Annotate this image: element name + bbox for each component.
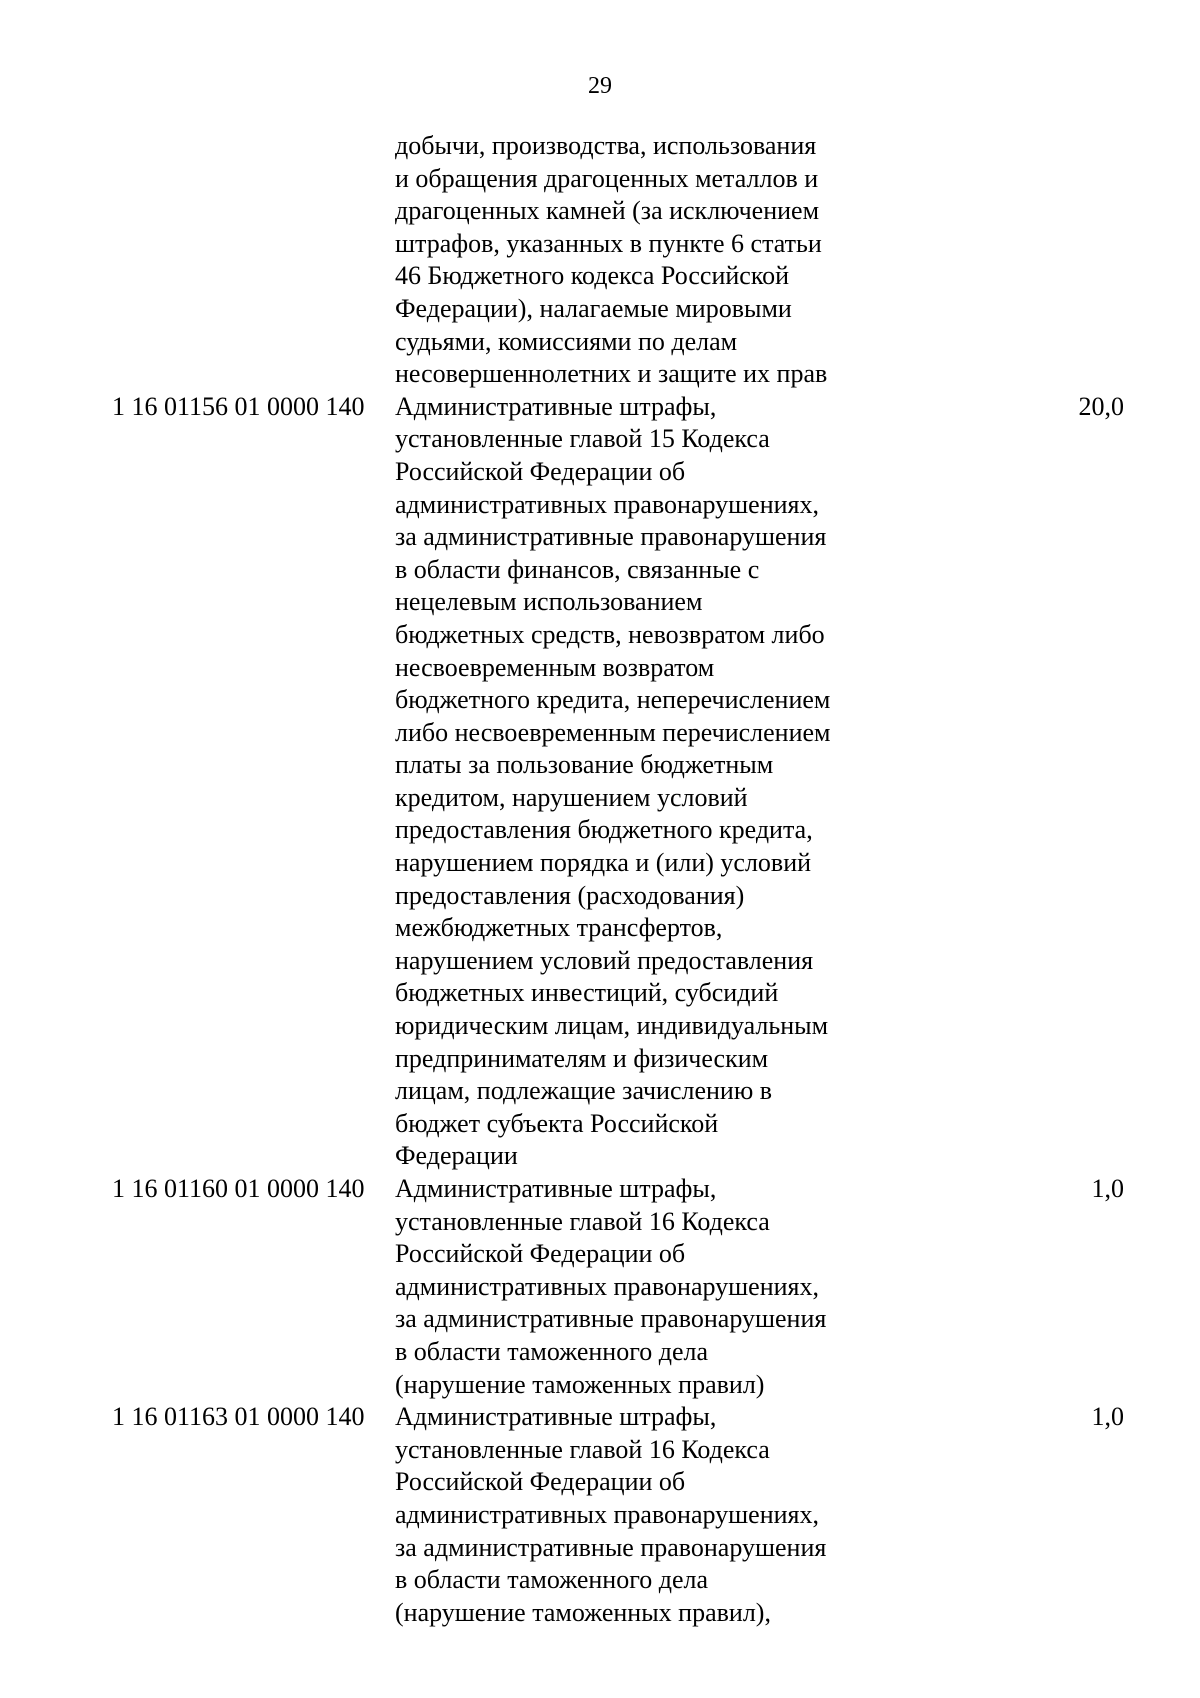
description-line: за административные правонарушения <box>395 522 827 552</box>
description-line: судьями, комиссиями по делам <box>395 326 738 356</box>
description-line: и обращения драгоценных металлов и <box>395 163 819 193</box>
description-line: Административные штрафы, <box>395 1174 717 1203</box>
row-description <box>395 130 855 391</box>
description-line: нарушением порядка и (или) условий <box>395 848 812 878</box>
description-line: штрафов, указанных в пункте 6 статьи <box>395 228 822 258</box>
row-code: 1 16 01163 01 0000 140 <box>112 1402 365 1432</box>
description-line: несовершеннолетних и защите их прав <box>395 359 828 389</box>
description-line: нарушением условий предоставления <box>395 945 814 975</box>
table-row <box>0 130 1200 391</box>
description-line: в области таможенного дела <box>395 1336 709 1366</box>
table-row <box>0 1401 1200 1629</box>
row-amount: 1,0 <box>1091 1402 1124 1432</box>
description-line: установленные главой 16 Кодекса <box>395 1434 770 1464</box>
description-line: установленные главой 15 Кодекса <box>395 424 770 454</box>
row-code: 1 16 01156 01 0000 140 <box>112 391 365 421</box>
description-line: административных правонарушениях, <box>395 1271 819 1301</box>
description-line: нецелевым использованием <box>395 587 703 617</box>
table-row <box>0 1173 1200 1401</box>
description-line: Российской Федерации об <box>395 1239 686 1269</box>
row-description <box>395 1173 855 1401</box>
description-line: Федерации <box>395 1141 518 1171</box>
description-line: за административные правонарушения <box>395 1304 827 1334</box>
description-line: бюджетного кредита, неперечислением <box>395 685 831 715</box>
description-line: платы за пользование бюджетным <box>395 750 774 780</box>
description-line: бюджетных инвестиций, субсидий <box>395 978 779 1008</box>
description-line: в области таможенного дела <box>395 1565 709 1595</box>
description-line: кредитом, нарушением условий <box>395 782 748 812</box>
description-line: лицам, подлежащие зачислению в <box>395 1076 773 1106</box>
description-line: добычи, производства, использования <box>395 131 817 160</box>
description-line: административных правонарушениях, <box>395 1499 819 1529</box>
description-line: юридическим лицам, индивидуальным <box>395 1011 829 1041</box>
description-line: предпринимателям и физическим <box>395 1043 769 1073</box>
description-line: Административные штрафы, <box>395 1402 717 1432</box>
description-line: либо несвоевременным перечислением <box>395 717 831 747</box>
description-line: (нарушение таможенных правил) <box>395 1369 765 1399</box>
row-description <box>395 1401 855 1629</box>
description-line: несвоевременным возвратом <box>395 652 715 682</box>
table-row <box>0 391 1200 1173</box>
description-line: (нарушение таможенных правил), <box>395 1597 771 1627</box>
description-line: 46 Бюджетного кодекса Российской <box>395 261 790 291</box>
description-line: Федерации), налагаемые мировыми <box>395 293 792 323</box>
description-line: Административные штрафы, <box>395 391 717 421</box>
budget-table <box>0 130 1200 1629</box>
row-amount: 20,0 <box>1078 391 1124 421</box>
description-line: предоставления бюджетного кредита, <box>395 815 813 845</box>
description-line: бюджет субъекта Российской <box>395 1108 719 1138</box>
description-line: Российской Федерации об <box>395 456 686 486</box>
row-description <box>395 391 855 1173</box>
description-line: предоставления (расходования) <box>395 880 745 910</box>
description-line: драгоценных камней (за исключением <box>395 196 820 226</box>
row-code: 1 16 01160 01 0000 140 <box>112 1174 365 1203</box>
description-line: в области финансов, связанные с <box>395 554 760 584</box>
description-line: за административные правонарушения <box>395 1532 827 1562</box>
description-line: бюджетных средств, невозвратом либо <box>395 619 825 649</box>
page-number: 29 <box>588 73 612 99</box>
description-line: межбюджетных трансфертов, <box>395 913 723 943</box>
row-amount: 1,0 <box>1091 1174 1124 1203</box>
description-line: установленные главой 16 Кодекса <box>395 1206 770 1236</box>
description-line: Российской Федерации об <box>395 1467 686 1497</box>
description-line: административных правонарушениях, <box>395 489 819 519</box>
